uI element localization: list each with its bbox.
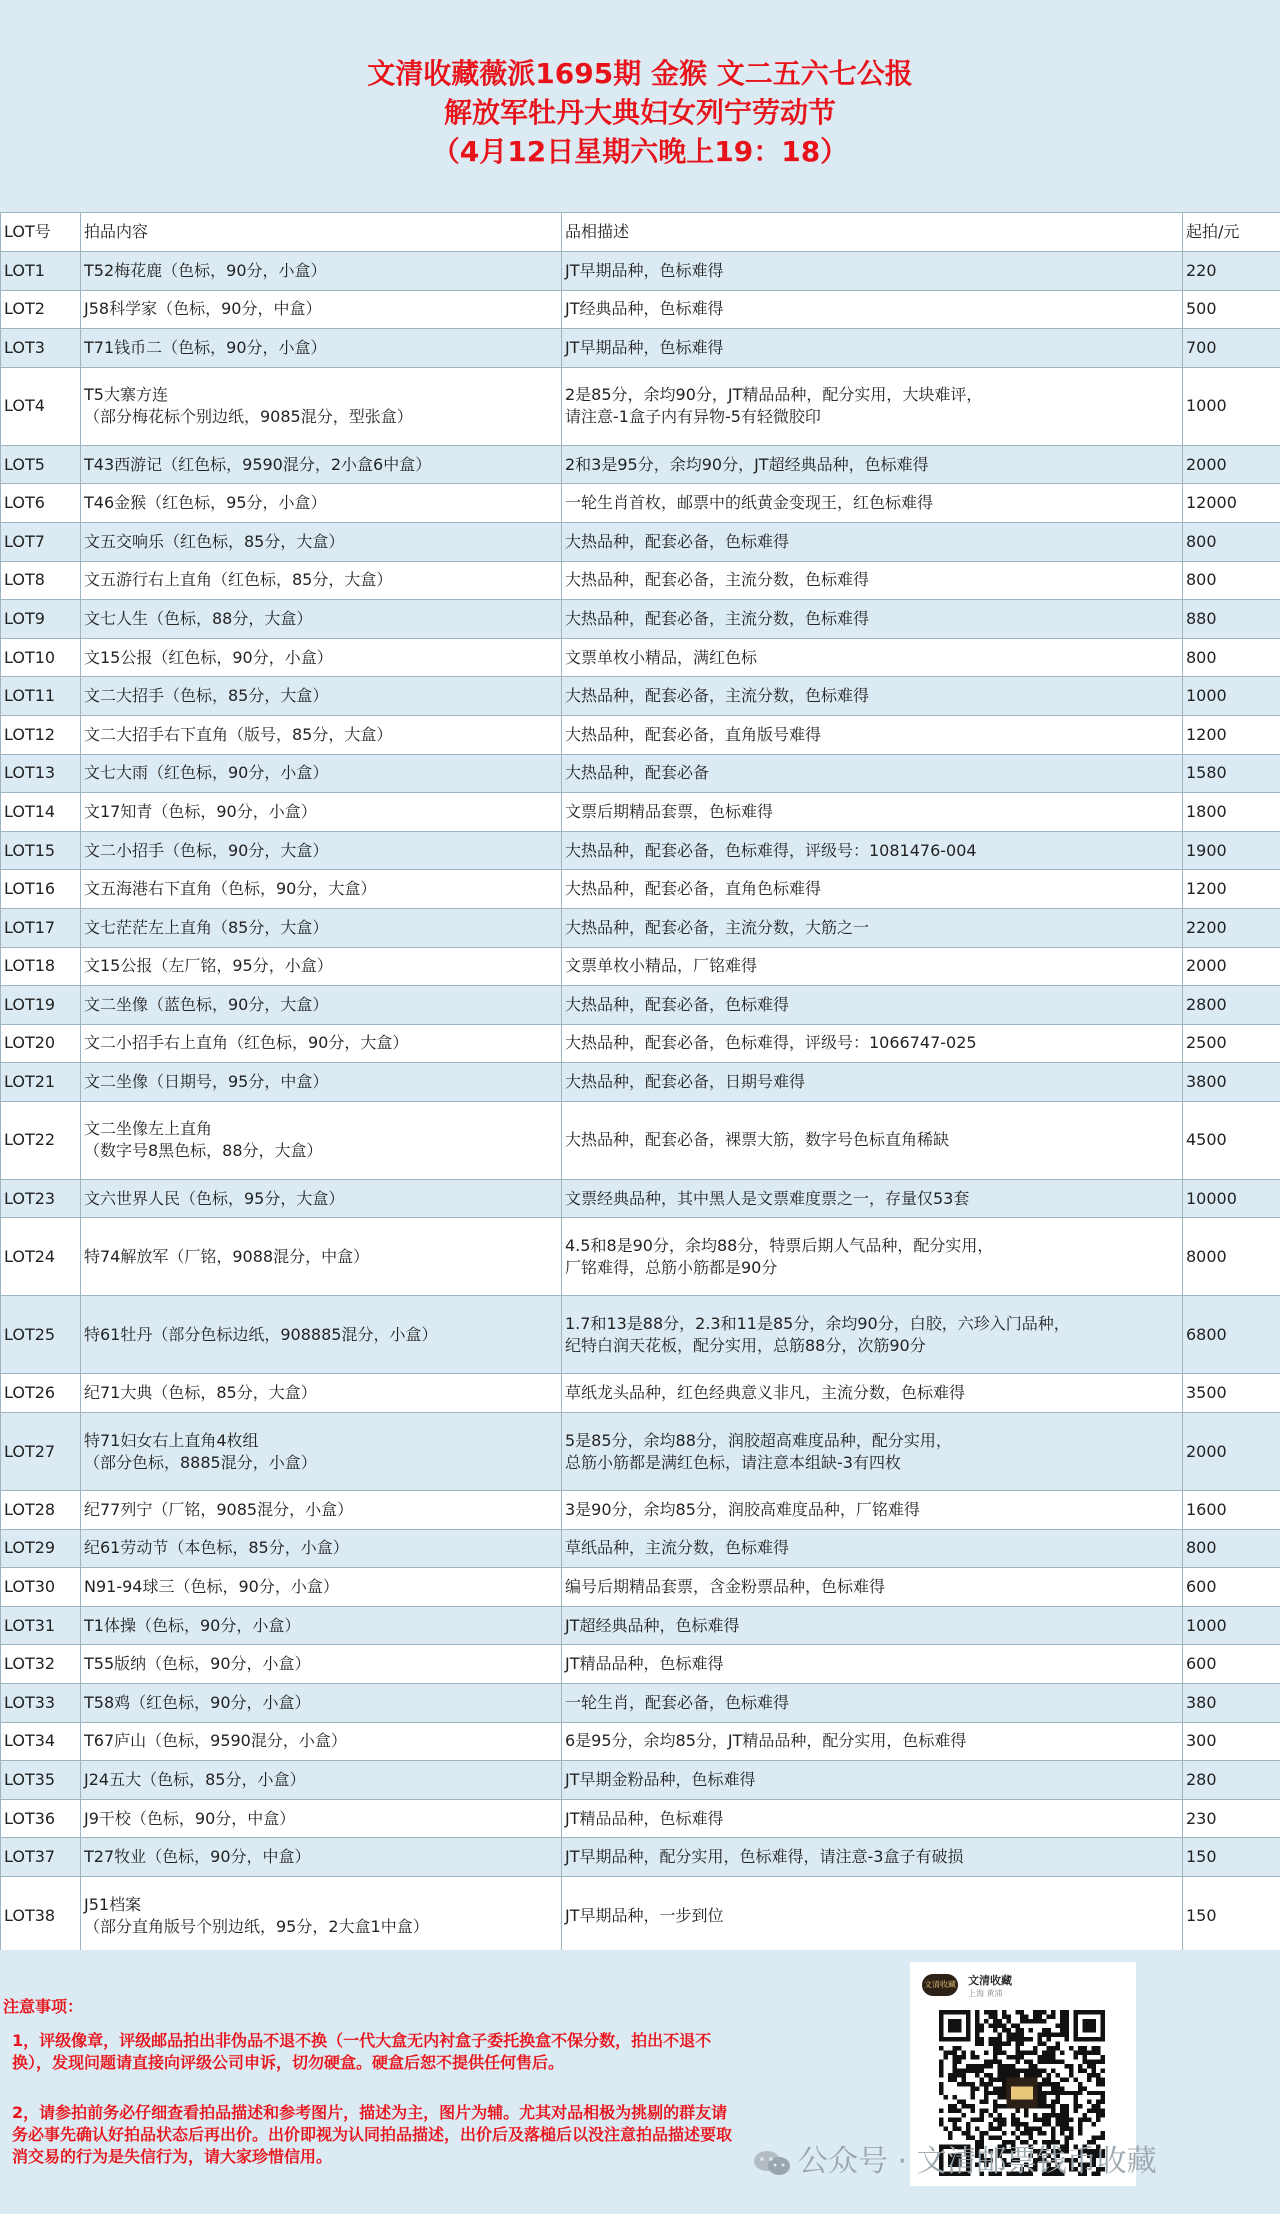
lot-item: T67庐山（色标，9590混分，小盒）	[81, 1722, 562, 1761]
watermark	[752, 2144, 1157, 2180]
lot-number: LOT14	[1, 793, 81, 832]
lot-item: 文15公报（红色标，90分，小盒）	[81, 638, 562, 677]
lot-start-price: 800	[1183, 561, 1280, 600]
lot-condition: 草纸龙头品种，红色经典意义非凡，主流分数，色标难得	[562, 1374, 1183, 1413]
lot-start-price: 150	[1183, 1838, 1280, 1877]
table-row	[1, 522, 1280, 561]
lot-condition: 2和3是95分，余均90分，JT超经典品种，色标难得	[562, 445, 1183, 484]
table-row	[1, 1877, 1280, 1955]
table-row	[1, 561, 1280, 600]
lot-number: LOT33	[1, 1684, 81, 1723]
lot-item: 文七大雨（红色标，90分，小盒）	[81, 754, 562, 793]
table-row	[1, 715, 1280, 754]
lot-condition: 3是90分，余均85分，润胶高难度品种，厂铭难得	[562, 1491, 1183, 1530]
lot-start-price: 800	[1183, 522, 1280, 561]
lot-start-price: 1600	[1183, 1491, 1280, 1530]
lot-condition: JT早期品种，色标难得	[562, 252, 1183, 291]
lot-item: 文六世界人民（色标，95分，大盒）	[81, 1179, 562, 1218]
qr-account-name: 文清收藏	[968, 1974, 1012, 1987]
lot-start-price: 600	[1183, 1568, 1280, 1607]
lot-start-price: 500	[1183, 290, 1280, 329]
lot-start-price: 700	[1183, 329, 1280, 368]
auction-title: 文清收藏薇派1695期 金猴 文二五六七公报	[367, 57, 913, 90]
lot-number: LOT35	[1, 1761, 81, 1800]
lot-item: J58科学家（色标，90分，中盒）	[81, 290, 562, 329]
lot-start-price: 2000	[1183, 947, 1280, 986]
lot-item: T43西游记（红色标，9590混分，2小盒6中盒）	[81, 445, 562, 484]
lot-condition: 文票后期精品套票，色标难得	[562, 793, 1183, 832]
lot-start-price: 230	[1183, 1799, 1280, 1838]
lot-start-price: 1800	[1183, 793, 1280, 832]
lot-number: LOT8	[1, 561, 81, 600]
lot-item: T1体操（色标，90分，小盒）	[81, 1606, 562, 1645]
lot-condition: 4.5和8是90分，余均88分，特票后期人气品种，配分实用， 厂铭难得，总筋小筋都是90分	[562, 1218, 1183, 1296]
lot-item: 文17知青（色标，90分，小盒）	[81, 793, 562, 832]
table-row	[1, 445, 1280, 484]
lot-number: LOT19	[1, 986, 81, 1025]
lot-start-price: 1200	[1183, 715, 1280, 754]
lot-number: LOT23	[1, 1179, 81, 1218]
lot-condition: JT早期品种，一步到位	[562, 1877, 1183, 1955]
lot-number: LOT15	[1, 831, 81, 870]
lot-item: 文二小招手右上直角（红色标，90分，大盒）	[81, 1024, 562, 1063]
watermark-text: 公众号 · 文清邮票钱币收藏	[798, 2144, 1157, 2179]
table-row	[1, 870, 1280, 909]
lot-start-price: 1000	[1183, 677, 1280, 716]
table-row	[1, 290, 1280, 329]
lot-number: LOT27	[1, 1413, 81, 1491]
lot-number: LOT4	[1, 367, 81, 445]
table-row	[1, 329, 1280, 368]
auction-subtitle: 解放军牡丹大典妇女列宁劳动节	[443, 96, 836, 129]
lot-item: T5大寨方连 （部分梅花标个别边纸，9085混分，型张盒）	[81, 367, 562, 445]
lot-start-price: 6800	[1183, 1296, 1280, 1374]
lot-start-price: 1000	[1183, 367, 1280, 445]
lot-condition: 文票经典品种，其中黑人是文票难度票之一，存量仅53套	[562, 1179, 1183, 1218]
table-row	[1, 1218, 1280, 1296]
table-row	[1, 1491, 1280, 1530]
lot-start-price: 2000	[1183, 445, 1280, 484]
table-row	[1, 1374, 1280, 1413]
lot-number: LOT18	[1, 947, 81, 986]
table-row	[1, 908, 1280, 947]
lot-number: LOT21	[1, 1063, 81, 1102]
lot-condition: 大热品种，配套必备，色标难得	[562, 522, 1183, 561]
table-row	[1, 754, 1280, 793]
lot-item: T58鸡（红色标，90分，小盒）	[81, 1684, 562, 1723]
note-item: 1，评级像章，评级邮品拍出非伪品不退不换（一代大盒无内衬盒子委托换盒不保分数，拍出不退不换），发现问题请直接向评级公司申诉，切勿硬盒。硬盒后恕不提供任何售后。	[12, 2031, 712, 2072]
lot-condition: JT超经典品种，色标难得	[562, 1606, 1183, 1645]
lot-number: LOT11	[1, 677, 81, 716]
table-row	[1, 638, 1280, 677]
lot-number: LOT34	[1, 1722, 81, 1761]
lot-item: J9干校（色标，90分，中盒）	[81, 1799, 562, 1838]
lot-number: LOT30	[1, 1568, 81, 1607]
lot-condition: JT精品品种，色标难得	[562, 1799, 1183, 1838]
lot-condition: 1.7和13是88分，2.3和11是85分，余均90分，白胶，六珍入门品种， 纪特白润天花板，配分实用，总筋88分，次筋90分	[562, 1296, 1183, 1374]
lot-number: LOT16	[1, 870, 81, 909]
lot-start-price: 300	[1183, 1722, 1280, 1761]
lot-number: LOT5	[1, 445, 81, 484]
lot-condition: 大热品种，配套必备，色标难得，评级号：1066747-025	[562, 1024, 1183, 1063]
lot-number: LOT9	[1, 600, 81, 639]
lot-number: LOT1	[1, 252, 81, 291]
lot-item: 纪77列宁（厂铭，9085混分，小盒）	[81, 1491, 562, 1530]
table-row	[1, 1684, 1280, 1723]
lot-number: LOT20	[1, 1024, 81, 1063]
lot-item: 文二小招手（色标，90分，大盒）	[81, 831, 562, 870]
lot-condition: 2是85分，余均90分，JT精品品种，配分实用，大块难评， 请注意-1盒子内有异物-5有轻微胶印	[562, 367, 1183, 445]
lot-item: 纪71大典（色标，85分，大盒）	[81, 1374, 562, 1413]
lot-number: LOT2	[1, 290, 81, 329]
table-row	[1, 367, 1280, 445]
lot-item: T27牧业（色标，90分，中盒）	[81, 1838, 562, 1877]
lot-item: 特61牡丹（部分色标边纸，908885混分，小盒）	[81, 1296, 562, 1374]
lot-item: 文二大招手（色标，85分，大盒）	[81, 677, 562, 716]
table-header-row	[1, 213, 1280, 252]
lot-condition: 一轮生肖，配套必备，色标难得	[562, 1684, 1183, 1723]
lot-condition: 草纸品种，主流分数，色标难得	[562, 1529, 1183, 1568]
lot-number: LOT6	[1, 484, 81, 523]
lot-start-price: 880	[1183, 600, 1280, 639]
table-row	[1, 1296, 1280, 1374]
lot-item: 文五交响乐（红色标，85分，大盒）	[81, 522, 562, 561]
lot-condition: 5是85分，余均88分，润胶超高难度品种，配分实用， 总筋小筋都是满红色标，请注意本组缺-3有四枚	[562, 1413, 1183, 1491]
lot-condition: JT早期品种，色标难得	[562, 329, 1183, 368]
lot-item: 文二坐像（日期号，95分，中盒）	[81, 1063, 562, 1102]
lot-number: LOT32	[1, 1645, 81, 1684]
lot-condition: 编号后期精品套票，含金粉票品种，色标难得	[562, 1568, 1183, 1607]
lot-item: 特74解放军（厂铭，9088混分，中盒）	[81, 1218, 562, 1296]
lot-start-price: 380	[1183, 1684, 1280, 1723]
lot-start-price: 280	[1183, 1761, 1280, 1800]
lot-number: LOT10	[1, 638, 81, 677]
lot-number: LOT36	[1, 1799, 81, 1838]
lot-condition: JT精品品种，色标难得	[562, 1645, 1183, 1684]
lot-start-price: 3500	[1183, 1374, 1280, 1413]
lot-start-price: 4500	[1183, 1101, 1280, 1179]
lot-condition: 大热品种，配套必备，裸票大筋，数字号色标直角稀缺	[562, 1101, 1183, 1179]
note-item: 2，请参拍前务必仔细查看拍品描述和参考图片，描述为主，图片为辅。尤其对品相极为挑剔的群友请务必事先确认好拍品状态后再出价。出价即视为认同拍品描述，出价后及落槌后以没注意拍品描述要取消交易的行为是失信行为，请大家珍惜信用。	[12, 2103, 733, 2166]
lot-condition: JT经典品种，色标难得	[562, 290, 1183, 329]
lot-condition: 大热品种，配套必备	[562, 754, 1183, 793]
lot-number: LOT38	[1, 1877, 81, 1955]
lot-condition: 大热品种，配套必备，主流分数，色标难得	[562, 600, 1183, 639]
column-header-condition: 品相描述	[562, 213, 1183, 252]
lot-start-price: 2500	[1183, 1024, 1280, 1063]
column-header-lot: LOT号	[1, 213, 81, 252]
lot-start-price: 150	[1183, 1877, 1280, 1955]
notes-title: 注意事项：	[3, 1997, 84, 2016]
lot-number: LOT13	[1, 754, 81, 793]
lot-item: J51档案 （部分直角版号个别边纸，95分，2大盒1中盒）	[81, 1877, 562, 1955]
lot-start-price: 1580	[1183, 754, 1280, 793]
lot-start-price: 800	[1183, 1529, 1280, 1568]
lot-condition: JT早期金粉品种，色标难得	[562, 1761, 1183, 1800]
table-row	[1, 484, 1280, 523]
lot-start-price: 10000	[1183, 1179, 1280, 1218]
lot-number: LOT29	[1, 1529, 81, 1568]
table-row	[1, 1024, 1280, 1063]
lot-table-body	[1, 252, 1280, 1955]
lot-start-price: 12000	[1183, 484, 1280, 523]
lot-item: T55版纳（色标，90分，小盒）	[81, 1645, 562, 1684]
table-row	[1, 1799, 1280, 1838]
table-row	[1, 831, 1280, 870]
lot-start-price: 220	[1183, 252, 1280, 291]
lot-number: LOT24	[1, 1218, 81, 1296]
lot-item: T46金猴（红色标，95分，小盒）	[81, 484, 562, 523]
lot-start-price: 1200	[1183, 870, 1280, 909]
lot-number: LOT17	[1, 908, 81, 947]
lot-condition: 6是95分，余均85分，JT精品品种，配分实用，色标难得	[562, 1722, 1183, 1761]
lot-start-price: 8000	[1183, 1218, 1280, 1296]
lot-number: LOT3	[1, 329, 81, 368]
lot-start-price: 2800	[1183, 986, 1280, 1025]
lot-number: LOT22	[1, 1101, 81, 1179]
lot-condition: 大热品种，配套必备，主流分数，大筋之一	[562, 908, 1183, 947]
lot-number: LOT25	[1, 1296, 81, 1374]
table-row	[1, 252, 1280, 291]
lot-item: 文二坐像左上直角 （数字号8黑色标，88分，大盒）	[81, 1101, 562, 1179]
lot-condition: 文票单枚小精品，厂铭难得	[562, 947, 1183, 986]
lot-number: LOT31	[1, 1606, 81, 1645]
lot-number: LOT37	[1, 1838, 81, 1877]
lot-item: 文七茫茫左上直角（85分，大盒）	[81, 908, 562, 947]
lot-item: 文五游行右上直角（红色标，85分，大盒）	[81, 561, 562, 600]
table-row	[1, 986, 1280, 1025]
lot-number: LOT26	[1, 1374, 81, 1413]
table-row	[1, 600, 1280, 639]
lot-item: T52梅花鹿（色标，90分，小盒）	[81, 252, 562, 291]
table-row	[1, 1761, 1280, 1800]
lot-condition: 大热品种，配套必备，色标难得	[562, 986, 1183, 1025]
lot-item: 文二大招手右下直角（版号，85分，大盒）	[81, 715, 562, 754]
lot-number: LOT12	[1, 715, 81, 754]
lot-start-price: 600	[1183, 1645, 1280, 1684]
lot-item: J24五大（色标，85分，小盒）	[81, 1761, 562, 1800]
lot-item: N91-94球三（色标，90分，小盒）	[81, 1568, 562, 1607]
lot-condition: JT早期品种，配分实用，色标难得，请注意-3盒子有破损	[562, 1838, 1183, 1877]
table-row	[1, 677, 1280, 716]
lot-item: 文15公报（左厂铭，95分，小盒）	[81, 947, 562, 986]
lot-condition: 大热品种，配套必备，主流分数，色标难得	[562, 677, 1183, 716]
table-row	[1, 1529, 1280, 1568]
lot-condition: 大热品种，配套必备，直角色标难得	[562, 870, 1183, 909]
table-row	[1, 793, 1280, 832]
lot-item: 纪61劳动节（本色标，85分，小盒）	[81, 1529, 562, 1568]
table-row	[1, 1722, 1280, 1761]
lot-condition: 大热品种，配套必备，主流分数，色标难得	[562, 561, 1183, 600]
table-row	[1, 1606, 1280, 1645]
page-header	[0, 0, 1280, 213]
lot-item: 文五海港右下直角（色标，90分，大盒）	[81, 870, 562, 909]
lot-condition: 大热品种，配套必备，色标难得，评级号：1081476-004	[562, 831, 1183, 870]
lot-start-price: 3800	[1183, 1063, 1280, 1102]
lot-item: 文七人生（色标，88分，大盒）	[81, 600, 562, 639]
table-row	[1, 1838, 1280, 1877]
lot-start-price: 2000	[1183, 1413, 1280, 1491]
table-row	[1, 947, 1280, 986]
lot-condition: 一轮生肖首枚，邮票中的纸黄金变现王，红色标难得	[562, 484, 1183, 523]
lot-condition: 大热品种，配套必备，日期号难得	[562, 1063, 1183, 1102]
lot-item: 文二坐像（蓝色标，90分，大盒）	[81, 986, 562, 1025]
table-row	[1, 1179, 1280, 1218]
table-row	[1, 1063, 1280, 1102]
lot-table	[0, 212, 1280, 1955]
lot-item: 特71妇女右上直角4枚组 （部分色标，8885混分，小盒）	[81, 1413, 562, 1491]
lot-condition: 文票单枚小精品，满红色标	[562, 638, 1183, 677]
lot-item: T71钱币二（色标，90分，小盒）	[81, 329, 562, 368]
lot-start-price: 1000	[1183, 1606, 1280, 1645]
table-row	[1, 1101, 1280, 1179]
qr-account-location: 上海 黄浦	[968, 1989, 1003, 1998]
wechat-icon	[752, 2148, 792, 2178]
table-row	[1, 1413, 1280, 1491]
lot-number: LOT28	[1, 1491, 81, 1530]
column-header-item: 拍品内容	[81, 213, 562, 252]
table-row	[1, 1568, 1280, 1607]
table-row	[1, 1645, 1280, 1684]
brand-logo: 文清收藏	[922, 1974, 958, 1996]
lot-number: LOT7	[1, 522, 81, 561]
lot-start-price: 2200	[1183, 908, 1280, 947]
column-header-price: 起拍/元	[1183, 213, 1280, 252]
auction-date: （4月12日星期六晚上19：18）	[431, 135, 849, 168]
lot-condition: 大热品种，配套必备，直角版号难得	[562, 715, 1183, 754]
lot-start-price: 1900	[1183, 831, 1280, 870]
lot-start-price: 800	[1183, 638, 1280, 677]
